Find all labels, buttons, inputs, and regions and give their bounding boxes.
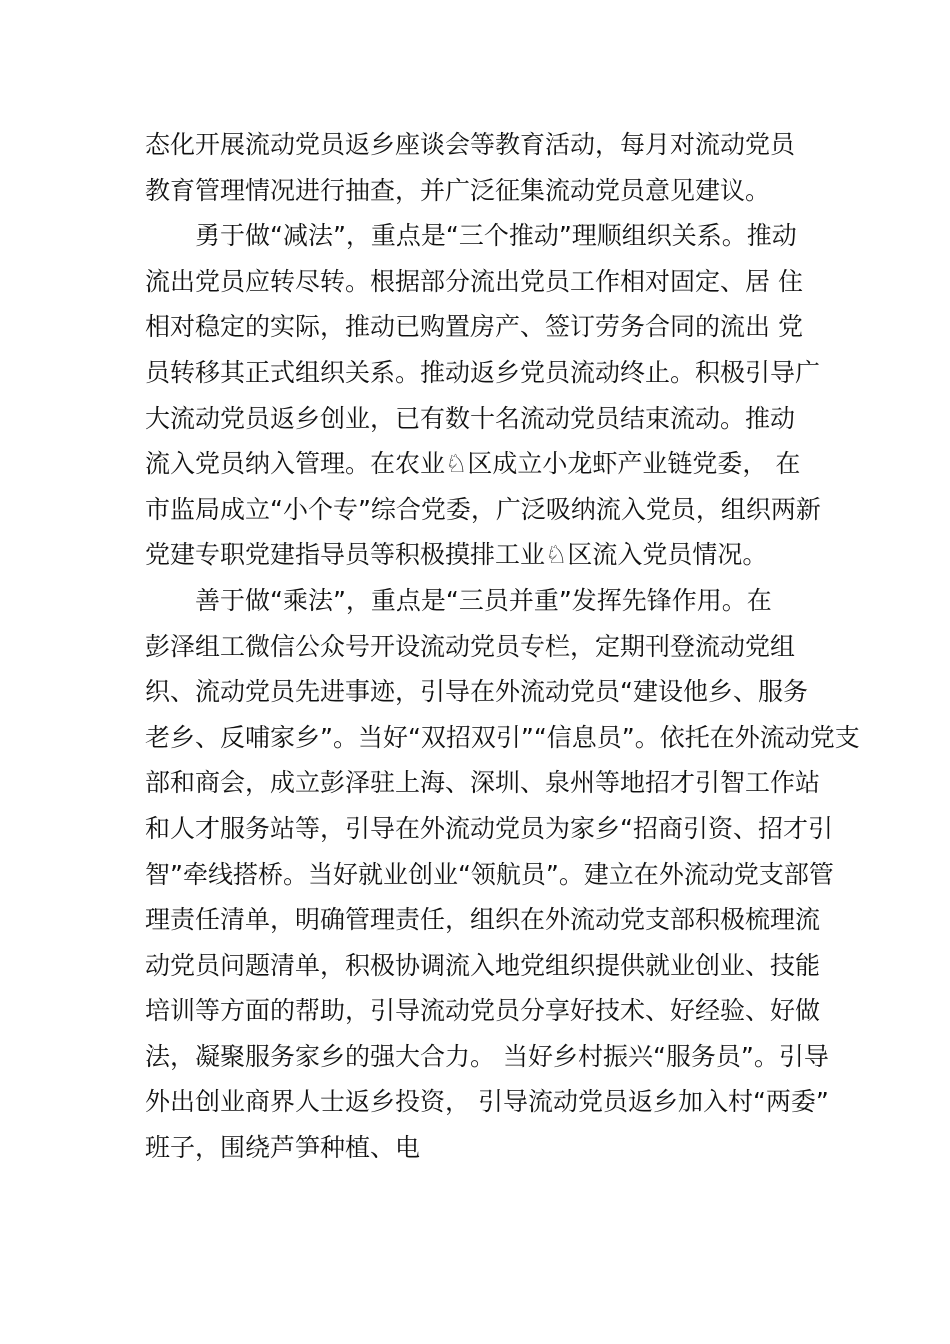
text-line: 市监局成立“小个专”综合党委，广泛吸纳流入党员，组织两新 <box>145 494 821 524</box>
text-line: 员转移其正式组织关系。推动返乡党员流动终止。积极引导广 <box>145 357 821 387</box>
paragraph-start-line: 善于做“乘法”，重点是“三员并重”发挥先锋作用。在 <box>195 585 772 615</box>
text-line: 理责任清单，明确管理责任，组织在外流动党支部积极梳理流 <box>145 905 821 935</box>
text-line: 相对稳定的实际，推动已购置房产、签订劳务合同的流出 党 <box>145 312 803 342</box>
text-line: 部和商会，成立彭泽驻上海、深圳、泉州等地招才引智工作站 <box>145 768 821 798</box>
text-line: 流出党员应转尽转。根据部分流出党员工作相对固定、居 住 <box>145 266 803 296</box>
text-line: 和人才服务站等，引导在外流动党员为家乡“招商引资、招才引 <box>145 813 833 843</box>
text-line: 培训等方面的帮助，引导流动党员分享好技术、好经验、好做 <box>145 996 821 1026</box>
text-line: 智”牵线搭桥。当好就业创业“领航员”。建立在外流动党支部管 <box>145 859 834 889</box>
text-line: 彭泽组工微信公众号开设流动党员专栏，定期刊登流动党组 <box>145 631 796 661</box>
text-line: 党建专职党建指导员等积极摸排工业♘区流入党员情况。 <box>145 540 768 570</box>
text-line: 态化开展流动党员返乡座谈会等教育活动，每月对流动党员 <box>145 130 796 159</box>
text-line: 法，凝聚服务家乡的强大合力。 当好乡村振兴“服务员”。引导 <box>145 1041 829 1071</box>
text-line: 外出创业商界人士返乡投资， 引导流动党员返乡加入村“两委” <box>145 1087 829 1117</box>
text-line: 动党员问题清单，积极协调流入地党组织提供就业创业、技能 <box>145 950 821 980</box>
text-line: 织、流动党员先进事迹，引导在外流动党员“建设他乡、服务 <box>145 677 808 707</box>
document-body <box>145 122 860 1171</box>
text-line: 老乡、反哺家乡”。当好“双招双引”“信息员”。依托在外流动党支 <box>145 722 860 752</box>
text-line: 班子，围绕芦笋种植、电 <box>145 1133 421 1163</box>
text-line: 教育管理情况进行抽查，并广泛征集流动党员意见建议。 <box>145 175 771 205</box>
paragraph-start-line: 勇于做“减法”，重点是“三个推动”理顺组织关系。推动 <box>195 221 797 251</box>
text-line: 大流动党员返乡创业，已有数十名流动党员结束流动。推动 <box>145 403 796 433</box>
text-line: 流入党员纳入管理。在农业♘区成立小龙虾产业链党委， 在 <box>145 449 801 479</box>
